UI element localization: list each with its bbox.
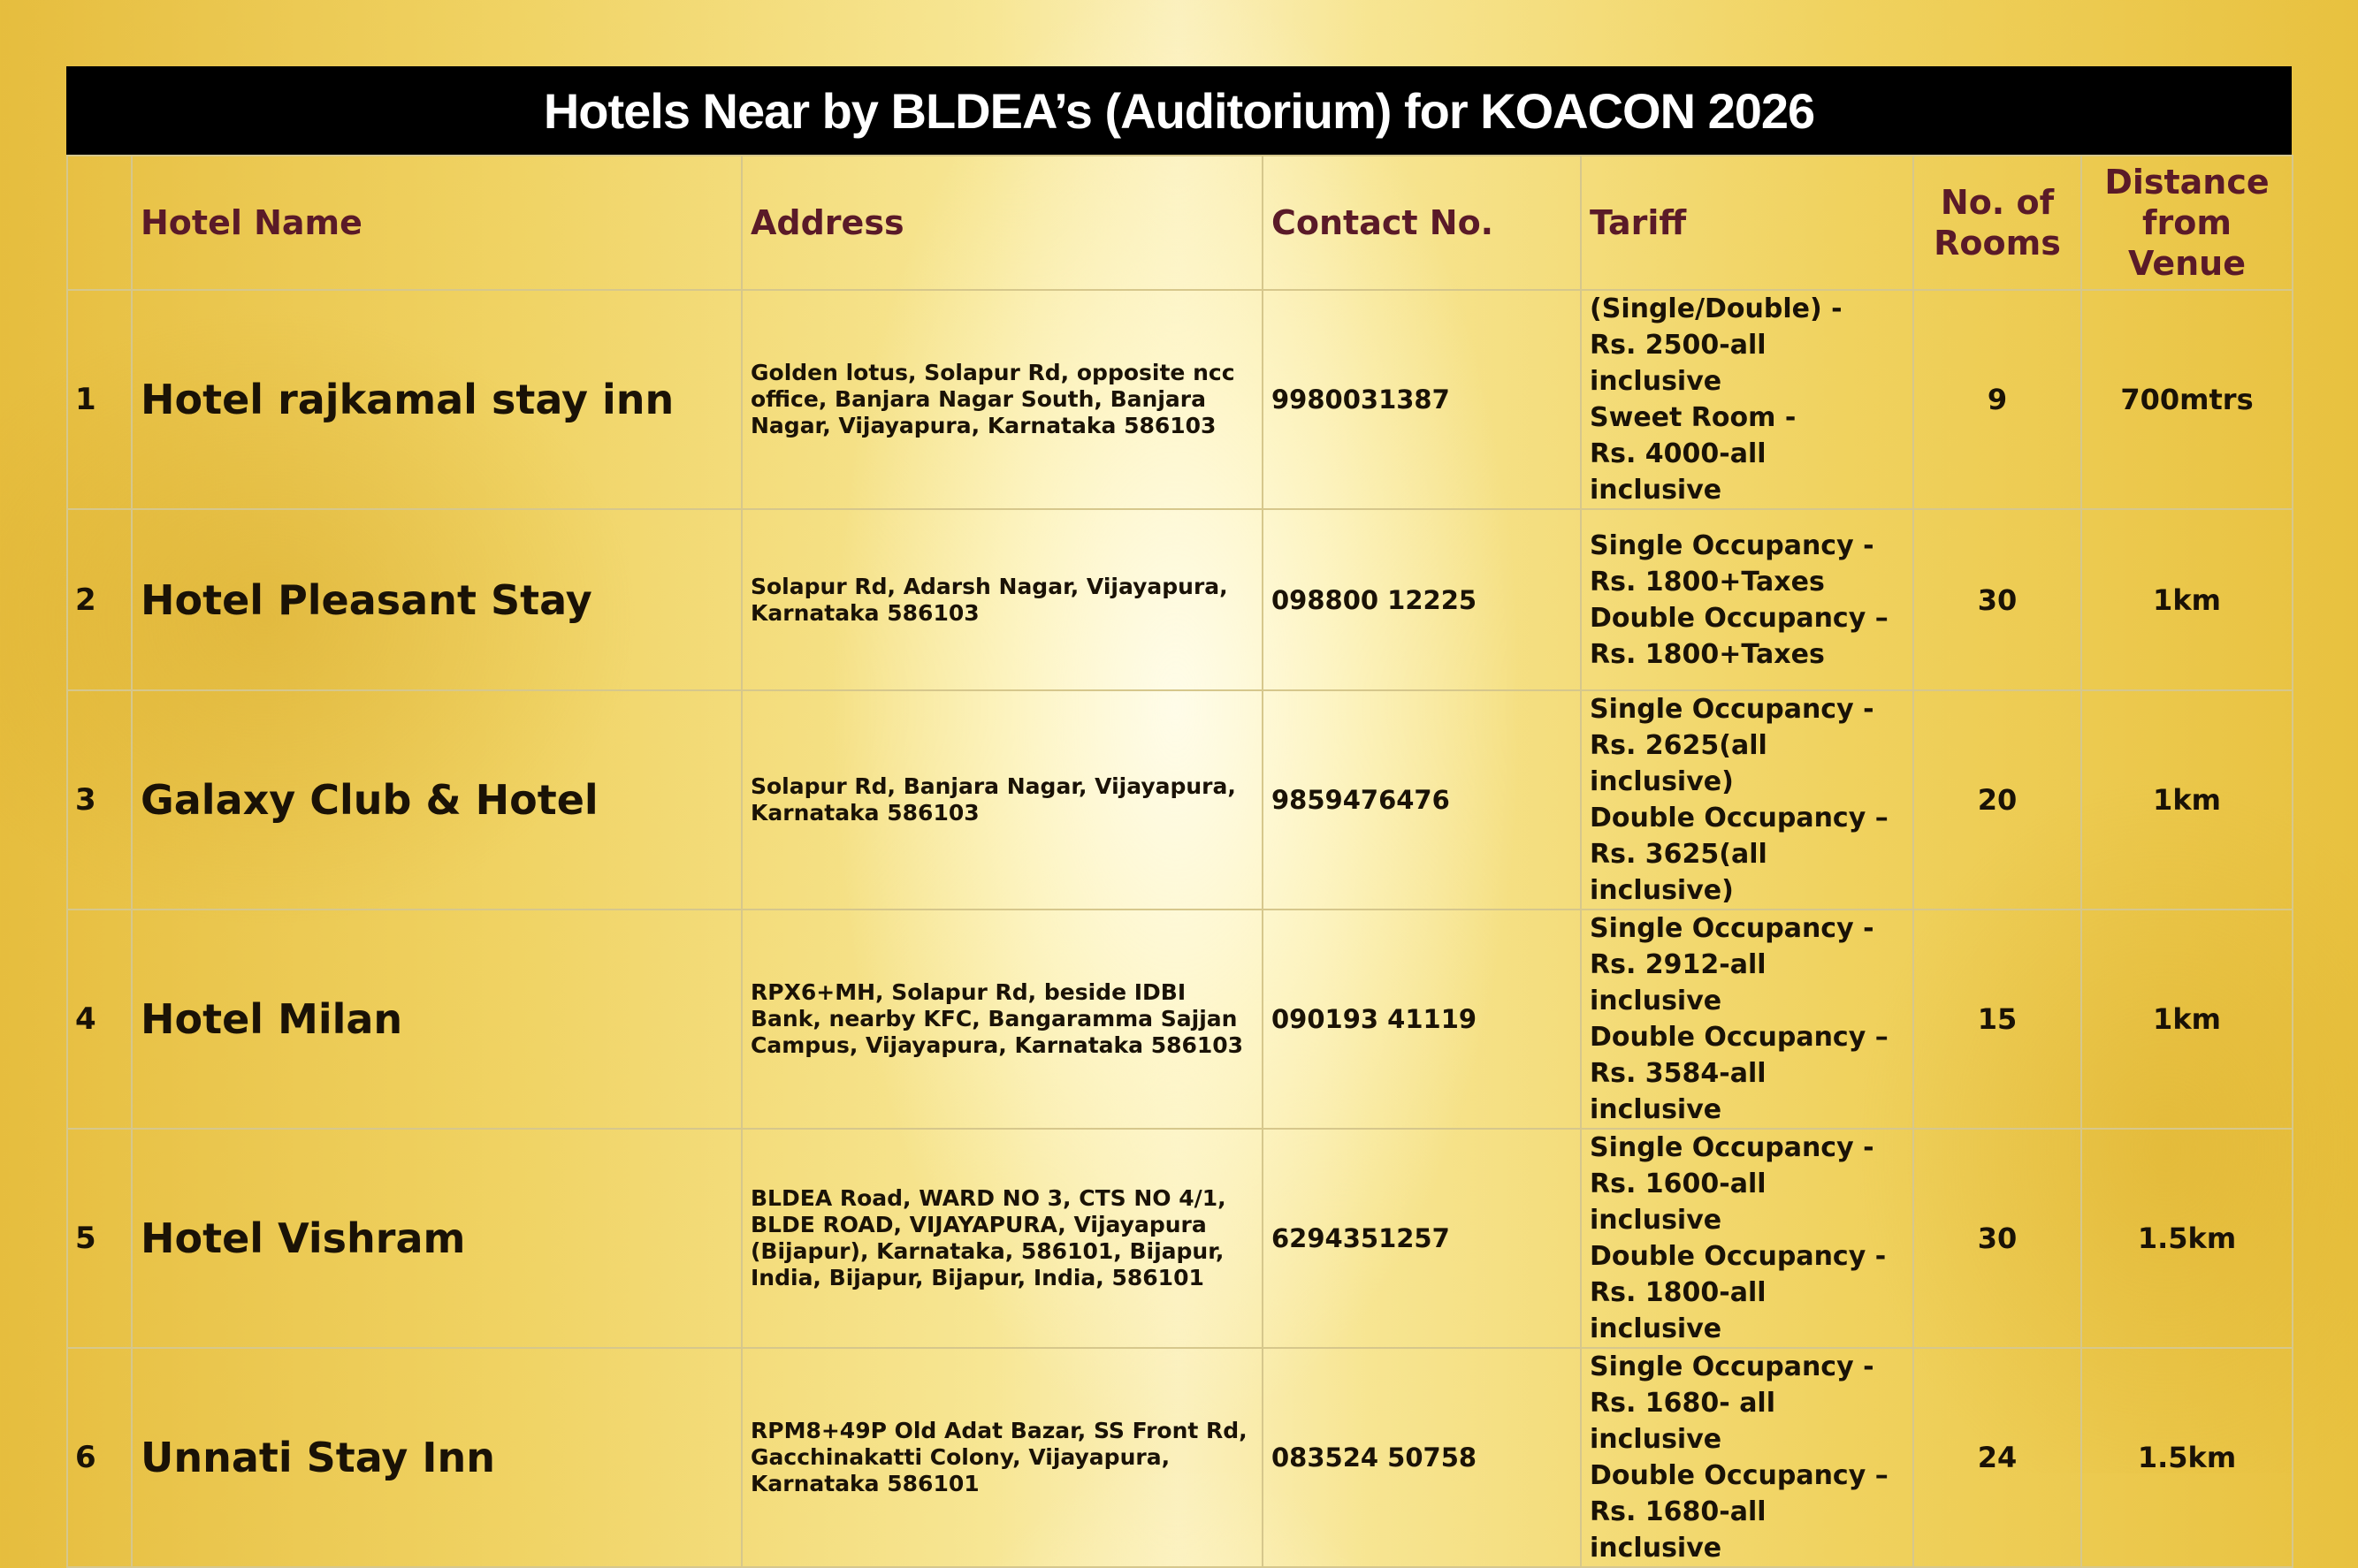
row-number: 6 bbox=[67, 1348, 132, 1567]
hotel-tariff bbox=[1581, 690, 1913, 910]
tariff-line: Rs. 2912-all inclusive bbox=[1590, 949, 1767, 1016]
tariff-line: Rs. 1800+Taxes bbox=[1590, 638, 1825, 670]
hotel-distance: 1.5km bbox=[2081, 1348, 2293, 1567]
tariff-line: Single Occupancy - bbox=[1590, 1351, 1874, 1382]
hotels-table bbox=[66, 155, 2293, 1568]
hotel-tariff bbox=[1581, 910, 1913, 1129]
hotel-contact: 090193 41119 bbox=[1263, 910, 1581, 1129]
header-num bbox=[67, 156, 132, 290]
hotel-contact: 9859476476 bbox=[1263, 690, 1581, 910]
hotel-rooms: 30 bbox=[1913, 1129, 2081, 1348]
hotel-rooms: 9 bbox=[1913, 290, 2081, 509]
header-rooms-line: No. of bbox=[1940, 183, 2055, 222]
hotel-distance: 1km bbox=[2081, 910, 2293, 1129]
hotel-name: Unnati Stay Inn bbox=[132, 1348, 742, 1567]
table-row bbox=[67, 290, 2293, 509]
tariff-line: Rs. 3625(all inclusive) bbox=[1590, 839, 1767, 906]
tariff-line: Rs. 1680- all inclusive bbox=[1590, 1388, 1775, 1455]
hotel-rooms: 30 bbox=[1913, 509, 2081, 690]
tariff-line: Rs. 1800-all inclusive bbox=[1590, 1277, 1767, 1344]
tariff-line: Single Occupancy - bbox=[1590, 913, 1874, 944]
header-address: Address bbox=[742, 156, 1263, 290]
tariff-line: (Single/Double) - bbox=[1590, 293, 1843, 324]
header-hotel-name: Hotel Name bbox=[132, 156, 742, 290]
hotel-contact: 9980031387 bbox=[1263, 290, 1581, 509]
hotel-tariff bbox=[1581, 509, 1913, 690]
tariff-line: Sweet Room - bbox=[1590, 402, 1797, 433]
hotel-name: Hotel Vishram bbox=[132, 1129, 742, 1348]
hotel-address: RPM8+49P Old Adat Bazar, SS Front Rd, Gacchinakatti Colony, Vijayapura, Karnataka 586101 bbox=[742, 1348, 1263, 1567]
header-rooms bbox=[1913, 156, 2081, 290]
hotel-distance: 700mtrs bbox=[2081, 290, 2293, 509]
header-contact: Contact No. bbox=[1263, 156, 1581, 290]
hotel-contact: 098800 12225 bbox=[1263, 509, 1581, 690]
tariff-line: Rs. 1800+Taxes bbox=[1590, 566, 1825, 598]
tariff-line: Rs. 4000-all inclusive bbox=[1590, 438, 1767, 506]
row-number: 5 bbox=[67, 1129, 132, 1348]
hotel-rooms: 24 bbox=[1913, 1348, 2081, 1567]
tariff-line: Single Occupancy - bbox=[1590, 1132, 1874, 1163]
table-row bbox=[67, 690, 2293, 910]
tariff-line: Double Occupancy - bbox=[1590, 1241, 1887, 1272]
header-distance bbox=[2081, 156, 2293, 290]
hotel-tariff bbox=[1581, 1348, 1913, 1567]
row-number: 1 bbox=[67, 290, 132, 509]
hotel-list-sheet bbox=[66, 66, 2292, 1568]
hotel-address: RPX6+MH, Solapur Rd, beside IDBI Bank, nearby KFC, Bangaramma Sajjan Campus, Vijayapura, Karnataka 586103 bbox=[742, 910, 1263, 1129]
hotel-rooms: 20 bbox=[1913, 690, 2081, 910]
row-number: 4 bbox=[67, 910, 132, 1129]
tariff-line: Rs. 2625(all inclusive) bbox=[1590, 730, 1767, 797]
hotel-distance: 1.5km bbox=[2081, 1129, 2293, 1348]
tariff-line: Double Occupancy – bbox=[1590, 803, 1889, 833]
header-distance-line: from bbox=[2142, 203, 2232, 242]
table-row bbox=[67, 1129, 2293, 1348]
hotel-address: BLDEA Road, WARD NO 3, CTS NO 4/1, BLDE ROAD, VIJAYAPURA, Vijayapura (Bijapur), Karnataka, 586101, Bijapur, India, Bijapur, Bijapur, India, 586101 bbox=[742, 1129, 1263, 1348]
row-number: 3 bbox=[67, 690, 132, 910]
header-distance-line: Venue bbox=[2128, 244, 2246, 283]
row-number: 2 bbox=[67, 509, 132, 690]
hotel-address: Solapur Rd, Banjara Nagar, Vijayapura, Karnataka 586103 bbox=[742, 690, 1263, 910]
tariff-line: Rs. 2500-all inclusive bbox=[1590, 330, 1767, 397]
hotel-tariff bbox=[1581, 290, 1913, 509]
tariff-line: Single Occupancy - bbox=[1590, 529, 1874, 561]
table-row bbox=[67, 509, 2293, 690]
tariff-line: Double Occupancy – bbox=[1590, 1022, 1889, 1053]
hotel-contact: 6294351257 bbox=[1263, 1129, 1581, 1348]
hotel-distance: 1km bbox=[2081, 690, 2293, 910]
table-row bbox=[67, 1348, 2293, 1567]
header-tariff: Tariff bbox=[1581, 156, 1913, 290]
hotel-name: Hotel Milan bbox=[132, 910, 742, 1129]
page-title: Hotels Near by BLDEA’s (Auditorium) for KOACON 2026 bbox=[66, 66, 2292, 155]
table-row bbox=[67, 910, 2293, 1129]
table-body bbox=[67, 290, 2293, 1567]
hotel-tariff bbox=[1581, 1129, 1913, 1348]
hotel-contact: 083524 50758 bbox=[1263, 1348, 1581, 1567]
hotel-distance: 1km bbox=[2081, 509, 2293, 690]
hotel-name: Galaxy Club & Hotel bbox=[132, 690, 742, 910]
hotel-address: Solapur Rd, Adarsh Nagar, Vijayapura, Karnataka 586103 bbox=[742, 509, 1263, 690]
tariff-line: Single Occupancy - bbox=[1590, 694, 1874, 725]
tariff-line: Rs. 1680-all inclusive bbox=[1590, 1496, 1767, 1564]
table-header-row bbox=[67, 156, 2293, 290]
hotel-address: Golden lotus, Solapur Rd, opposite ncc office, Banjara Nagar South, Banjara Nagar, Vijayapura, Karnataka 586103 bbox=[742, 290, 1263, 509]
tariff-line: Double Occupancy – bbox=[1590, 1460, 1889, 1491]
hotel-rooms: 15 bbox=[1913, 910, 2081, 1129]
hotel-name: Hotel Pleasant Stay bbox=[132, 509, 742, 690]
header-rooms-line: Rooms bbox=[1934, 224, 2061, 263]
tariff-line: Double Occupancy – bbox=[1590, 602, 1889, 634]
header-distance-line: Distance bbox=[2104, 163, 2270, 202]
tariff-line: Rs. 1600-all inclusive bbox=[1590, 1168, 1767, 1236]
tariff-line: Rs. 3584-all inclusive bbox=[1590, 1058, 1767, 1125]
hotel-name: Hotel rajkamal stay inn bbox=[132, 290, 742, 509]
